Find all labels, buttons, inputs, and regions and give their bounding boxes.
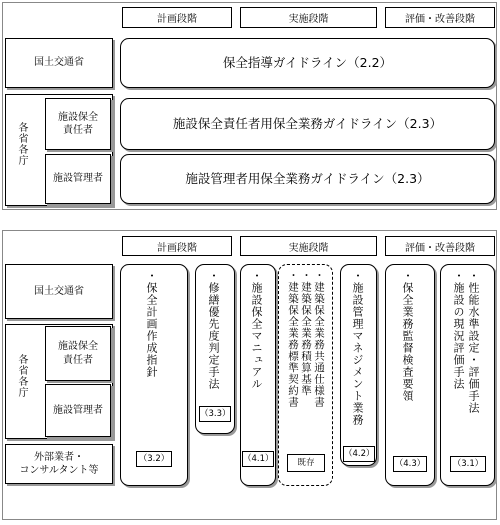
col-existing-standards-ref: 既存 xyxy=(287,454,325,472)
col-repair-priority-ref: （3.3） xyxy=(199,406,231,422)
col-facility-management-text: ・施設管理マネジメント業務 xyxy=(351,270,364,426)
top-facility-manager: 施設管理者 xyxy=(45,154,111,204)
top-ministries-label: 各省各庁 xyxy=(16,122,27,166)
bottom-mlit: 国土交通省 xyxy=(5,264,113,319)
top-mlit: 国土交通省 xyxy=(5,38,113,88)
col-inspection-guideline-ref: （4.3） xyxy=(393,456,427,472)
col-existing-standards-line-1: ・建築保全業務共通仕様書 xyxy=(313,270,325,408)
col-facility-manual-ref: （4.1） xyxy=(242,451,274,467)
bottom-phase-implementation: 実施段階 xyxy=(240,236,377,256)
col-maintenance-plan-ref: （3.2） xyxy=(136,451,172,467)
bottom-contractors: 外部業者・ コンサルタント等 xyxy=(5,444,113,484)
bottom-phase-evaluation: 評価・改善段階 xyxy=(385,236,495,256)
col-maintenance-plan-text: ・保全計画作成指針 xyxy=(145,270,158,378)
top-guideline-row-2: 施設保全責任者用保全業務ガイドライン（2.3） xyxy=(120,98,495,150)
col-performance-evaluation-line-2: ・施設の現況評価手法 xyxy=(452,270,465,390)
col-repair-priority-text: ・修繕優先度判定手法 xyxy=(207,270,220,390)
top-guideline-row-3: 施設管理者用保全業務ガイドライン（2.3） xyxy=(120,154,495,204)
col-facility-manual-text: ・施設保全マニュアル xyxy=(250,270,263,390)
top-phase-evaluation: 評価・改善段階 xyxy=(385,7,495,28)
top-guideline-row-1: 保全指導ガイドライン（2.2） xyxy=(120,38,495,88)
col-inspection-guideline-text: ・保全業務監督検査要領 xyxy=(401,270,414,402)
bottom-facility-manager: 施設管理者 xyxy=(45,384,111,437)
bottom-facility-responsible: 施設保全 責任者 xyxy=(45,326,111,381)
bottom-ministries-label: 各省各庁 xyxy=(16,354,27,398)
top-facility-responsible: 施設保全 責任者 xyxy=(45,98,111,150)
col-performance-evaluation-ref: （3.1） xyxy=(450,456,486,472)
col-existing-standards-line-3: ・建築保全業務標準契約書 xyxy=(287,270,299,408)
col-existing-standards-line-2: ・建築保全業務積算基準 xyxy=(300,270,312,397)
bottom-phase-planning: 計画段階 xyxy=(122,236,232,256)
col-performance-evaluation-line-1: ・性能水準設定・評価手法 xyxy=(467,270,480,414)
top-phase-implementation: 実施段階 xyxy=(240,7,377,28)
col-facility-management-ref: （4.2） xyxy=(343,446,375,462)
top-phase-planning: 計画段階 xyxy=(122,7,232,28)
